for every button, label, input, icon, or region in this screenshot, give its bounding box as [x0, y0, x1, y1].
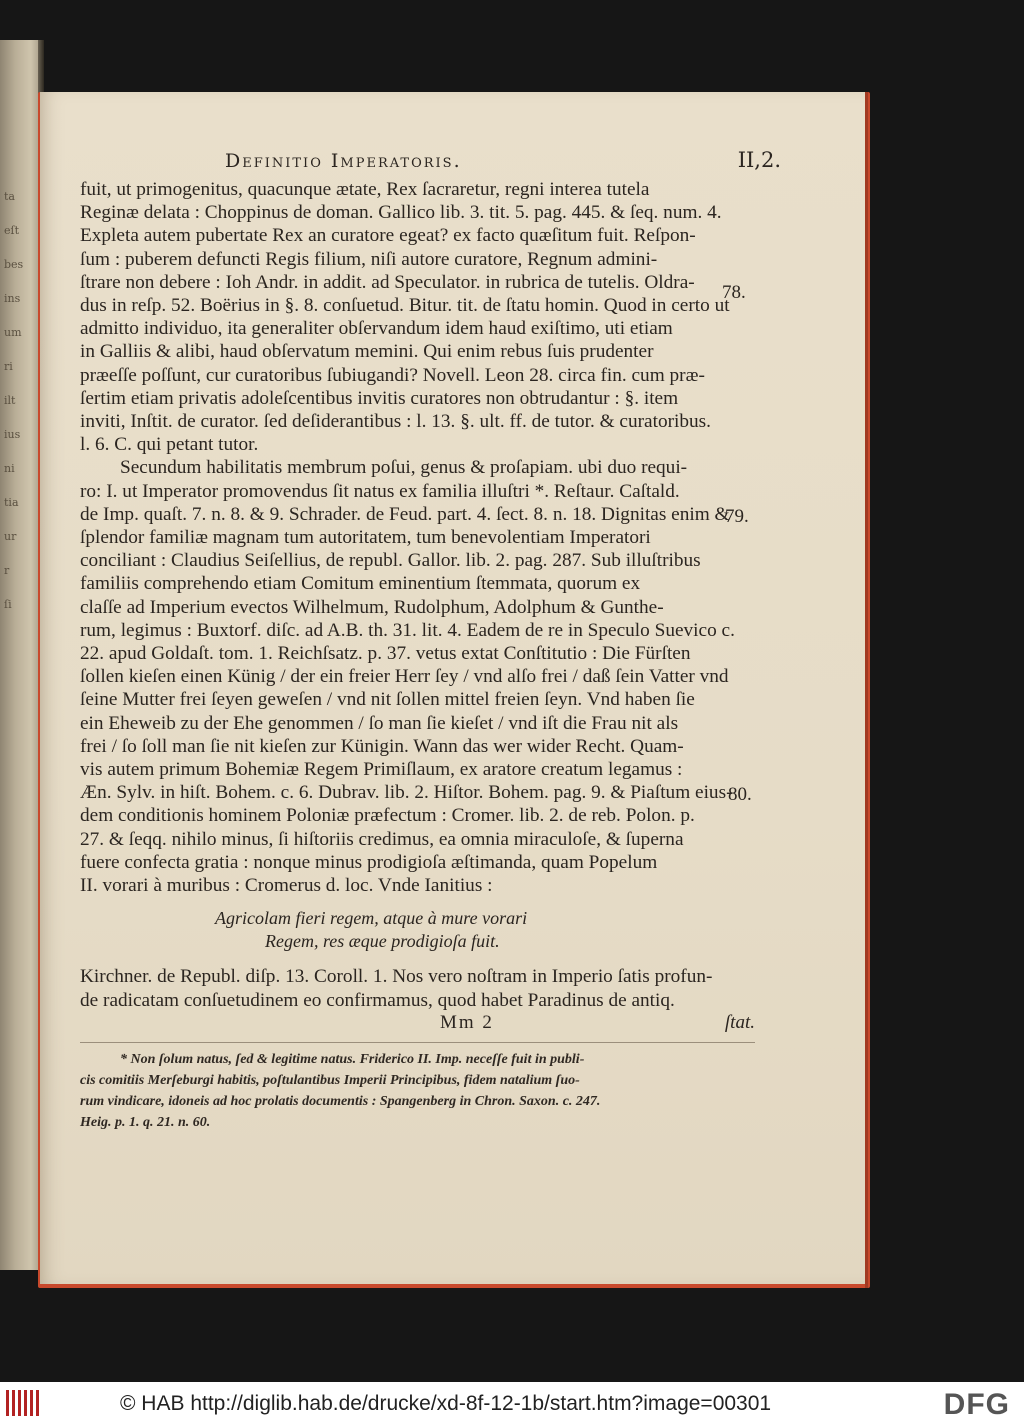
text-line: dus in reſp. 52. Boërius in §. 8. conſuetud. Bitur. tit. de ſtatu homin. Quod in certo ut [80, 295, 730, 317]
left-page-fragment: r [4, 564, 10, 577]
text-line: in Galliis & alibi, haud obſervatum memini. Qui enim rebus ſuis prudenter [80, 341, 654, 363]
verse-line: Regem, res æque prodigioſa fuit. [265, 931, 500, 952]
text-line: Reginæ delata : Choppinus de doman. Gallico lib. 3. tit. 5. pag. 445. & ſeq. num. 4. [80, 202, 722, 224]
text-line: 27. & ſeqq. nihilo minus, ſi hiſtoriis credimus, ea omnia miraculoſe, & ſuperna [80, 828, 684, 850]
text-line: ro: I. ut Imperator promovendus ſit natus ex familia illuſtri *. Reſtaur. Caſtald. [80, 480, 680, 502]
text-line: conciliant : Claudius Seiſellius, de republ. Gallor. lib. 2. pag. 287. Sub illuſtribus [80, 550, 701, 572]
text-line: ſtrare non debere : Ioh Andr. in addit. ad Speculator. in rubrica de tutelis. Oldra- [80, 271, 695, 293]
footnote-line: * Non ſolum natus, ſed & legitime natus. Friderico II. Imp. neceſſe fuit in publi- [120, 1051, 585, 1067]
text-line: de radicatam conſuetudinem eo confirmamus, quod habet Paradinus de antiq. [80, 989, 675, 1011]
footnote-line: Heig. p. 1. q. 21. n. 60. [80, 1114, 211, 1130]
text-line: familiis comprehendo etiam Comitum eminentium ſtemmata, quorum ex [80, 573, 641, 595]
text-line: ſeine Mutter frei ſeyen geweſen / vnd nit ſollen mittel freien ſeyn. Vnd haben ſie [80, 689, 695, 711]
margin-number: 79. [725, 506, 749, 527]
hab-logo-icon [6, 1390, 40, 1418]
text-line: claſſe ad Imperium evectos Wilhelmum, Rudolphum, Adolphum & Gunthe- [80, 596, 664, 618]
paragraph-2 [80, 456, 755, 897]
page-number: II,2. [737, 148, 781, 172]
text-line: Secundum habilitatis membrum poſui, genus & proſapiam. ubi duo requi- [120, 457, 688, 479]
text-line: II. vorari à muribus : Cromerus d. loc. Vnde Ianitius : [80, 875, 493, 897]
text-line: vis autem primum Bohemiæ Regem Primiſlaum, ex aratore creatum legamus : [80, 759, 683, 781]
text-line: ſplendor familiæ magnam tum autoritatem, tum benevolentiam Imperatori [80, 527, 651, 549]
paragraph-3 [80, 965, 755, 1011]
text-line: l. 6. C. qui petant tutor. [80, 434, 259, 456]
text-line: admitto individuo, ita generaliter obſervandum idem haud exiſtimo, uti etiam [80, 318, 673, 340]
text-line: ſertim etiam privatis adoleſcentibus invitis curatores non obtrudantur : §. item [80, 387, 679, 409]
footnote-line: cis comitiis Merſeburgi habitis, poſtulantibus Imperii Principibus, fidem natalium ſuo- [80, 1072, 580, 1088]
left-page-fragment: um [4, 326, 22, 339]
text-line: 22. apud Goldaſt. tom. 1. Reichſsatz. p. 37. vetus extat Conſtitutio : Die Fürſten [80, 643, 691, 665]
text-line: inviti, Inſtit. de curator. ſed deſiderantibus : l. 13. §. ult. ff. de tutor. & curatoribus. [80, 411, 711, 433]
running-title: Definitio Imperatoris. [225, 150, 462, 172]
book-page [40, 92, 865, 1284]
left-page-fragment: ilt [4, 394, 16, 407]
text-line: Æn. Sylv. in hiſt. Bohem. c. 6. Dubrav. lib. 2. Hiſtor. Bohem. pag. 9. & Piaſtum eius- [80, 782, 733, 804]
signature-mark: Mm 2 [440, 1011, 494, 1033]
verse-line: Agricolam fieri regem, atque à mure vorari [215, 908, 528, 929]
copyright-url[interactable]: © HAB http://diglib.hab.de/drucke/xd-8f-12-1b/start.htm?image=00301 [120, 1392, 772, 1415]
left-page-fragment: tia [4, 496, 19, 509]
footnote-line: rum vindicare, idoneis ad hoc prolatis documentis : Spangenberg in Chron. Saxon. c. 247. [80, 1093, 601, 1109]
text-line: dem conditionis hominem Poloniæ præfectum : Cromer. lib. 2. de reb. Polon. p. [80, 805, 695, 827]
text-line: ein Eheweib zu der Ehe genommen / ſo man ſie kieſet / vnd iſt die Frau nit als [80, 712, 679, 734]
text-line: de Imp. quaſt. 7. n. 8. & 9. Schrader. de Feud. part. 4. ſect. 8. n. 18. Dignitas enim & [80, 503, 730, 525]
margin-number: 78. [722, 282, 746, 303]
footer-bar [0, 1382, 1024, 1425]
signature-row [80, 1012, 755, 1036]
page-text-block [80, 148, 781, 1133]
left-page-fragment: eſt [4, 224, 20, 237]
text-line: ſum : puberem defuncti Regis filium, niſi autore curatore, Regnum admini- [80, 248, 658, 270]
left-page-fragment: ni [4, 462, 15, 475]
left-page-fragment: ta [4, 190, 15, 203]
dfg-logo: DFG [943, 1388, 1010, 1421]
left-page-fragment: ins [4, 292, 21, 305]
footnote [80, 1049, 755, 1133]
left-page-fragment: ſi [4, 598, 12, 611]
text-line: fuit, ut primogenitus, quacunque ætate, Rex ſacraretur, regni interea tutela [80, 179, 650, 200]
running-head [80, 148, 781, 178]
text-line: rum, legimus : Buxtorf. diſc. ad A.B. th. 31. lit. 4. Eadem de re in Speculo Suevico c. [80, 619, 735, 641]
left-page-fragment: ur [4, 530, 17, 543]
text-line: Expleta autem pubertate Rex an curatore egeat? ex facto quæſitum fuit. Reſpon- [80, 225, 696, 247]
page-fold-edge [865, 92, 868, 1288]
text-line: præeſſe poſſunt, cur curatoribus ſubiugandi? Novell. Leon 28. circa fin. cum præ- [80, 364, 705, 386]
text-line: fuere confecta gratia : nonque minus prodigioſa æſtimanda, quam Popelum [80, 851, 658, 873]
left-page-fragment: ius [4, 428, 21, 441]
verse-quotation [80, 907, 755, 953]
footnote-rule [80, 1042, 755, 1043]
left-page-fragment: ri [4, 360, 13, 373]
text-line: Kirchner. de Republ. diſp. 13. Coroll. 1. Nos vero noſtram in Imperio ſatis profun- [80, 966, 713, 988]
text-line: ſollen kieſen einen Künig / der ein freier Herr ſey / vnd alſo frei / daß ſein Vatter vnd [80, 666, 729, 688]
text-line: frei / ſo ſoll man ſie nit kieſen zur Künigin. Wann das wer wider Recht. Quam- [80, 735, 684, 757]
left-page-fragment: bes [4, 258, 24, 271]
margin-number: 80. [728, 784, 752, 805]
catchword: ſtat. [724, 1011, 755, 1033]
paragraph-1 [80, 178, 755, 456]
